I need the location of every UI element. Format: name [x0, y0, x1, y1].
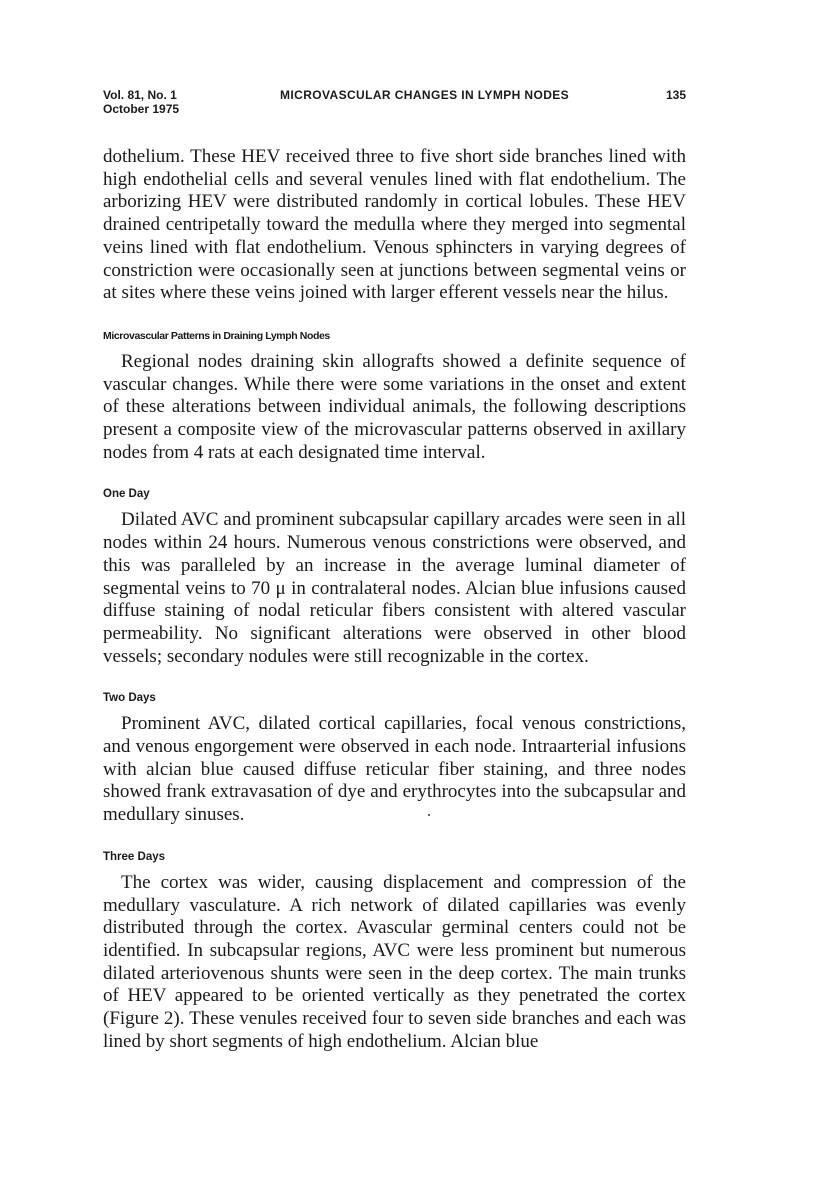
- volume-number: Vol. 81, No. 1: [103, 88, 177, 102]
- page-number: 135: [665, 88, 686, 102]
- paragraph-three-days: The cortex was wider, causing displacement and compression of the medullary vasculature. A rich network of dilated capillaries was evenly distributed through the cortex. Avascular germinal centers could not be identified. In subcapsular regions, AVC were less prominent but numerous dilated arteriovenous shunts were seen in the deep cortex. The main trunks of HEV appeared to be oriented vertically as they penetrated the cortex (Figure 2). These venules received four to seven side branches and each was lined by short segments of high endothelium. Alcian blue: [103, 871, 686, 1052]
- paragraph-one-day: Dilated AVC and prominent subcapsular capillary arcades were seen in all nodes within 24 hours. Numerous venous constrictions were observed, and this was paralleled by an increase in the average luminal diameter of segmental veins to 70 μ in contralateral nodes. Alcian blue infusions caused diffuse staining of nodal reticular fibers consistent with altered vascular permeability. No significant alterations were observed in other blood vessels; secondary nodules were still recognizable in the cortex.: [103, 509, 686, 667]
- subsection-heading-draining-nodes: Microvascular Patterns in Draining Lymph Nodes: [103, 329, 330, 342]
- paragraph-draining-nodes: Regional nodes draining skin allografts showed a definite sequence of vascular changes. While there were some variations in the onset and extent of these alterations between individual animals, the following descriptions present a composite view of the microvascular patterns observed in axillary nodes from 4 rats at each designated time interval.: [103, 350, 686, 463]
- issue-date: October 1975: [103, 102, 180, 116]
- running-title: MICROVASCULAR CHANGES IN LYMPH NODES: [280, 88, 570, 102]
- article-body: [103, 146, 686, 1054]
- section-heading-two-days: Two Days: [103, 692, 156, 705]
- running-header: [103, 88, 686, 122]
- paragraph-continued: dothelium. These HEV received three to five short side branches lined with high endothelial cells and several venules lined with flat endothelium. The arborizing HEV were distributed randomly in cortical lobules. These HEV drained centripetally toward the medulla where they merged into segmental veins lined with flat endothelium. Venous sphincters in varying degrees of constriction were occasionally seen at junctions between segmental veins or at sites where these veins joined with larger efferent vessels near the hilus.: [103, 146, 686, 304]
- journal-issue-info: [103, 88, 179, 116]
- section-heading-one-day: One Day: [103, 488, 150, 501]
- section-heading-three-days: Three Days: [103, 850, 166, 863]
- paragraph-two-days: Prominent AVC, dilated cortical capillaries, focal venous constrictions, and venous engorgement were observed in each node. Intraarterial infusions with alcian blue caused diffuse reticular fiber staining, and three nodes showed frank extravasation of dye and erythrocytes into the subcapsular and medullary sinuses.: [103, 713, 686, 826]
- scan-speck: [428, 814, 430, 816]
